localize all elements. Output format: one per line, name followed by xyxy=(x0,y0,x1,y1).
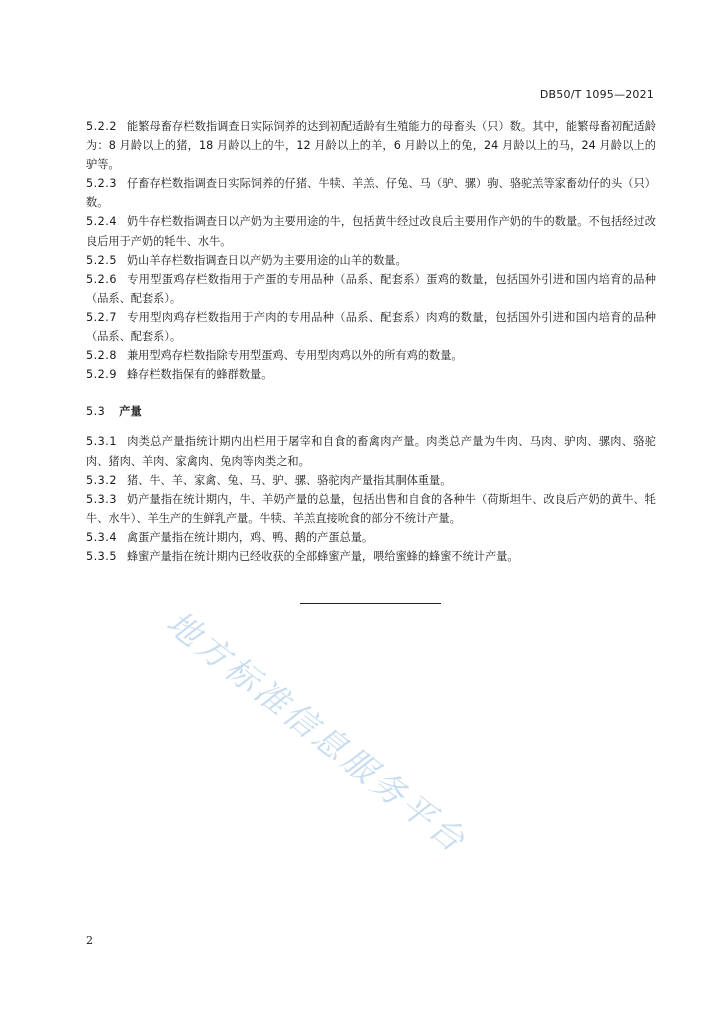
clause-number: 5.3.1 xyxy=(86,435,117,449)
clause-number: 5.2.5 xyxy=(86,253,117,267)
clause-paragraph xyxy=(86,365,656,384)
watermark: 地方标准信息服务平台 xyxy=(159,602,475,862)
clause-paragraph xyxy=(86,432,656,470)
clause-text: 能繁母畜存栏数指调查日实际饲养的达到初配适龄有生殖能力的母畜头（只）数。其中，能繁母畜初配适龄为：8 月龄以上的猪，18 月龄以上的牛，12 月龄以上的羊，6 月龄以上的兔，24 月龄以上的马，24 月龄以上的驴等。 xyxy=(86,120,656,172)
clause-text: 猪、牛、羊、家禽、兔、马、驴、骡、骆驼肉产量指其胴体重量。 xyxy=(126,473,452,487)
clause-text: 专用型肉鸡存栏数指用于产肉的专用品种（品系、配套系）肉鸡的数量，包括国外引进和国内培育的品种（品系、配套系）。 xyxy=(86,310,656,344)
clause-paragraph xyxy=(86,251,656,270)
clause-number: 5.3.4 xyxy=(86,530,117,544)
clause-paragraph xyxy=(86,174,656,212)
section-heading xyxy=(86,402,656,421)
clause-number: 5.2.7 xyxy=(86,310,117,324)
clause-paragraph xyxy=(86,490,656,528)
clause-text: 肉类总产量指统计期内出栏用于屠宰和自食的畜禽肉产量。肉类总产量为牛肉、马肉、驴肉、骡肉、骆驼肉、猪肉、羊肉、家禽肉、兔肉等肉类之和。 xyxy=(86,435,656,468)
end-rule xyxy=(300,603,441,604)
clause-paragraph xyxy=(86,308,656,346)
clause-paragraph xyxy=(86,346,656,365)
clause-text: 奶山羊存栏数指调查日以产奶为主要用途的山羊的数量。 xyxy=(126,253,407,267)
clause-text: 蜂蜜产量指在统计期内已经收获的全部蜂蜜产量，喂给蜜蜂的蜂蜜不统计产量。 xyxy=(126,549,519,563)
clause-number: 5.2.9 xyxy=(86,368,117,382)
clause-text: 禽蛋产量指在统计期内，鸡、鸭、鹅的产蛋总量。 xyxy=(126,530,374,544)
document-body xyxy=(86,117,656,566)
clause-number: 5.2.4 xyxy=(86,215,117,229)
clause-text: 奶牛存栏数指调查日以产奶为主要用途的牛，包括黄牛经过改良后主要用作产奶的牛的数量。不包括经过改良后用于产奶的牦牛、水牛。 xyxy=(86,215,656,248)
clause-text: 兼用型鸡存栏数指除专用型蛋鸡、专用型肉鸡以外的所有鸡的数量。 xyxy=(126,349,463,363)
clause-paragraph xyxy=(86,547,656,566)
clause-text: 仔畜存栏数指调查日实际饲养的仔猪、牛犊、羊羔、仔兔、马（驴、骡）驹、骆驼羔等家畜幼仔的头（只）数。 xyxy=(86,177,656,210)
clause-number: 5.3.2 xyxy=(86,473,117,487)
section-number: 5.3 xyxy=(86,405,106,419)
clause-text: 蜂存栏数指保有的蜂群数量。 xyxy=(126,368,273,382)
clause-number: 5.2.6 xyxy=(86,272,117,286)
clause-paragraph xyxy=(86,528,656,547)
clause-number: 5.2.8 xyxy=(86,349,117,363)
clause-number: 5.2.3 xyxy=(86,177,117,191)
section-title: 产量 xyxy=(119,405,142,419)
clause-list-5-3 xyxy=(86,432,656,566)
clause-number: 5.3.5 xyxy=(86,549,117,563)
clause-list-5-2 xyxy=(86,117,656,384)
clause-number: 5.3.3 xyxy=(86,492,117,506)
document-code: DB50/T 1095—2021 xyxy=(539,88,654,101)
clause-paragraph xyxy=(86,117,656,174)
clause-paragraph xyxy=(86,471,656,490)
clause-text: 专用型蛋鸡存栏数指用于产蛋的专用品种（品系、配套系）蛋鸡的数量，包括国外引进和国内培育的品种（品系、配套系）。 xyxy=(86,272,656,305)
clause-paragraph xyxy=(86,270,656,308)
page-number: 2 xyxy=(86,934,93,947)
clause-text: 奶产量指在统计期内，牛、羊奶产量的总量，包括出售和自食的各种牛（荷斯坦牛、改良后产奶的黄牛、牦牛、水牛）、羊生产的生鲜乳产量。牛犊、羊羔直接吮食的部分不统计产量。 xyxy=(86,492,656,525)
clause-number: 5.2.2 xyxy=(86,120,117,133)
clause-paragraph xyxy=(86,212,656,250)
